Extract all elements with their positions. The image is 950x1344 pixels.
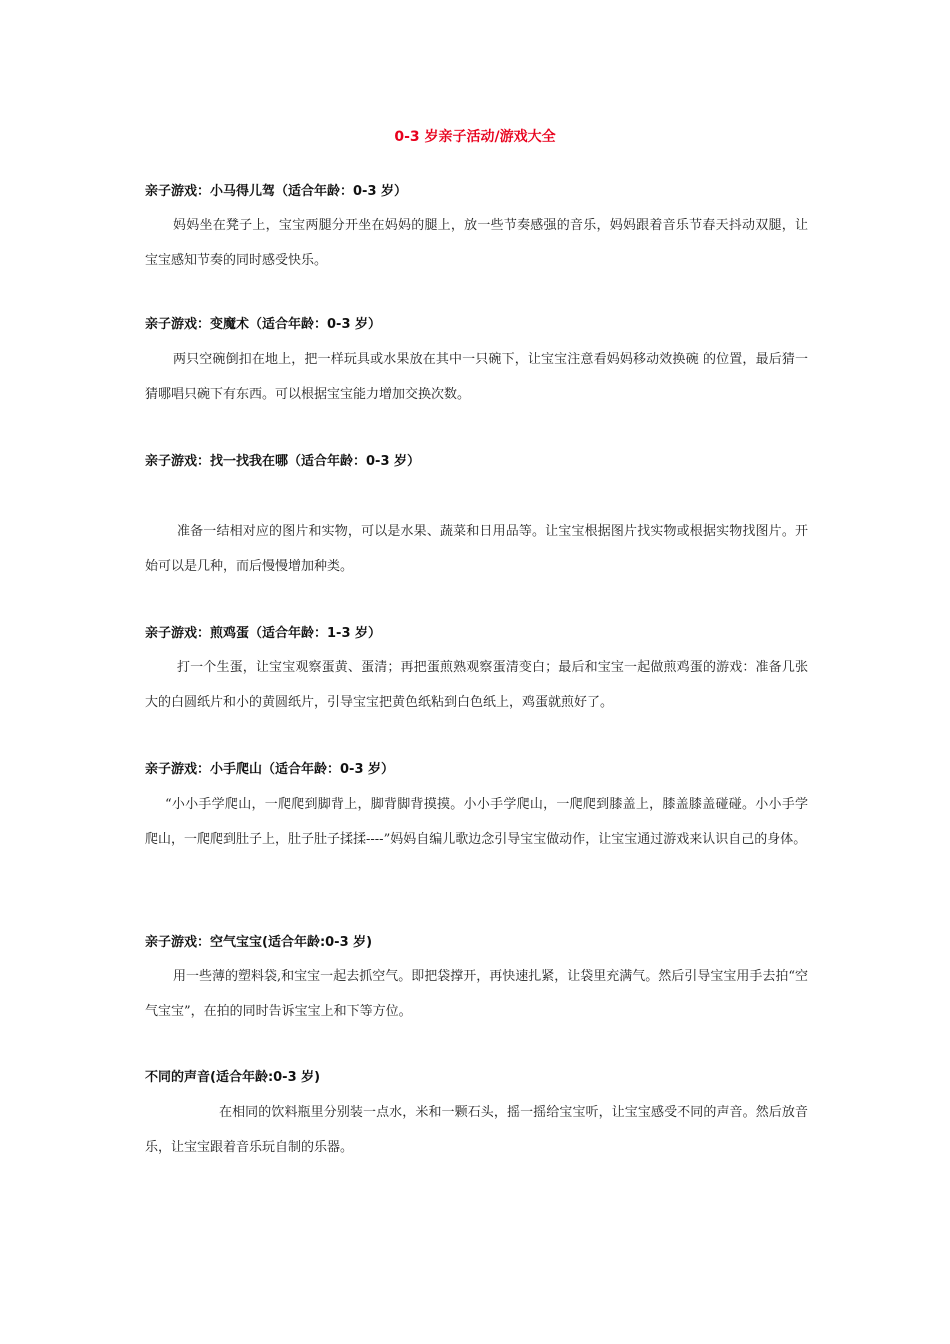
section-body-2: 两只空碗倒扣在地上，把一样玩具或水果放在其中一只碗下，让宝宝注意看妈妈移动效换碗 的位置，最后猜一猜哪唱只碗下有东西。可以根据宝宝能力增加交换次数。 (145, 352, 808, 402)
section-heading-7: 不同的声音(适合年龄:0-3 岁) (145, 1070, 321, 1085)
section-body-6: 用一些薄的塑料袋,和宝宝一起去抓空气。即把袋撑开，再快速扎紧，让袋里充满气。然后引导宝宝用手去拍“空气宝宝”，在拍的同时告诉宝宝上和下等方位。 (145, 969, 808, 1019)
section-body-4: 打一个生蛋，让宝宝观察蛋黄、蛋清；再把蛋煎熟观察蛋清变白；最后和宝宝一起做煎鸡蛋的游戏：准备几张大的白圆纸片和小的黄圆纸片，引导宝宝把黄色纸粘到白色纸上，鸡蛋就煎好了。 (145, 660, 808, 710)
section-heading-1: 亲子游戏：小马得儿驾（适合年龄：0-3 岁） (145, 184, 408, 199)
section-heading-6: 亲子游戏：空气宝宝(适合年龄:0-3 岁) (145, 935, 373, 950)
section-heading-2: 亲子游戏：变魔术（适合年龄：0-3 岁） (145, 317, 382, 332)
section-body-7: 在相同的饮料瓶里分别装一点水，米和一颗石头，摇一摇给宝宝听，让宝宝感受不同的声音。然后放音乐，让宝宝跟着音乐玩自制的乐器。 (145, 1105, 808, 1155)
section-heading-3: 亲子游戏：找一找我在哪（适合年龄：0-3 岁） (145, 454, 421, 469)
page-title: 0-3 岁亲子活动/游戏大全 (394, 129, 556, 145)
section-body-5: “小小手学爬山，一爬爬到脚背上，脚背脚背摸摸。小小手学爬山，一爬爬到膝盖上，膝盖膝盖碰碰。小小手学爬山，一爬爬到肚子上，肚子肚子揉揉----”妈妈自编儿歌边念引导宝宝做动作，让宝宝通过游戏来认识自己的身体。 (145, 797, 808, 847)
section-heading-4: 亲子游戏：煎鸡蛋（适合年龄：1-3 岁） (145, 626, 382, 641)
section-body-3: 准备一结相对应的图片和实物，可以是水果、蔬菜和日用品等。让宝宝根据图片找实物或根据实物找图片。开始可以是几种，而后慢慢增加种类。 (145, 524, 808, 574)
section-body-1: 妈妈坐在凳子上，宝宝两腿分开坐在妈妈的腿上，放一些节奏感强的音乐，妈妈跟着音乐节春天抖动双腿，让宝宝感知节奏的同时感受快乐。 (145, 218, 808, 268)
section-heading-5: 亲子游戏：小手爬山（适合年龄：0-3 岁） (145, 762, 395, 777)
